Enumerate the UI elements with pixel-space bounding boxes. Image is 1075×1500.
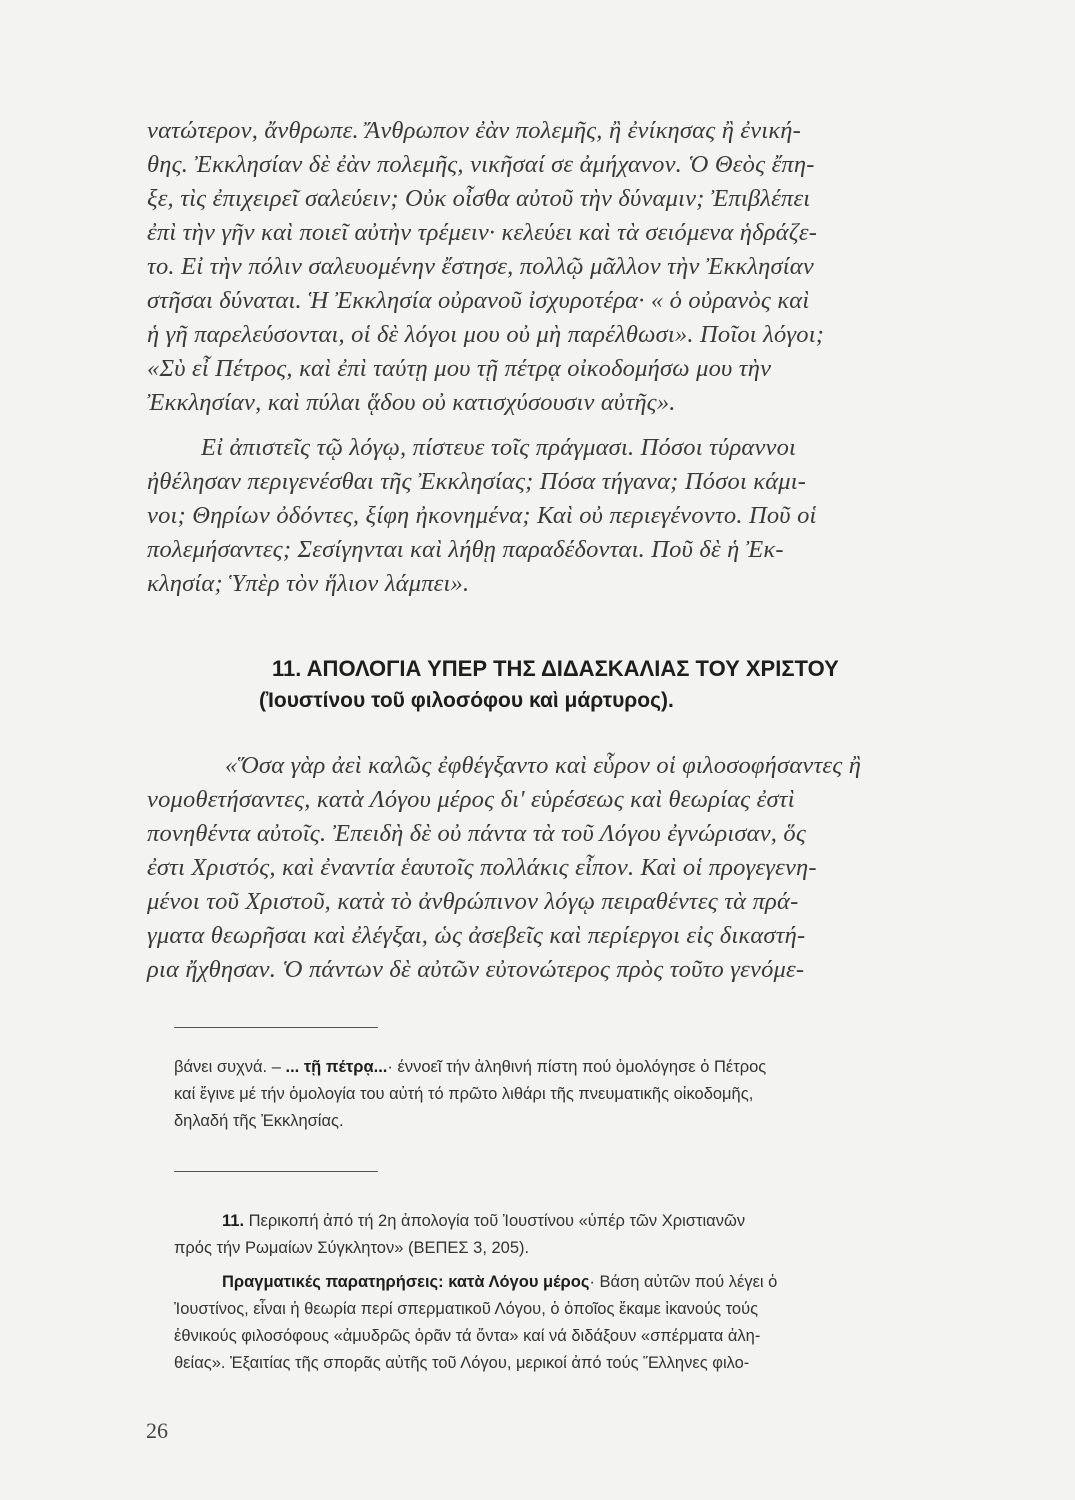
text-line: ρια ἤχθησαν. Ὁ πάντων δὲ αὐτῶν εὐτονώτερος πρὸς τοῦτο γενόμε- (147, 956, 805, 983)
text-line: πολεμήσαντες; Σεσίγηνται καὶ λήθῃ παραδέδονται. Ποῦ δὲ ἡ Ἐκ- (147, 536, 784, 563)
text-line: ἐπὶ τὴν γῆν καὶ ποιεῖ αὐτὴν τρέμειν· κελεύει καὶ τὰ σειόμενα ἡδράζε- (147, 219, 818, 246)
footnote-line (174, 1054, 766, 1080)
text-line: μένοι τοῦ Χριστοῦ, κατὰ τὸ ἀνθρώπινον λόγῳ πειραθέντες τὰ πρά- (147, 888, 799, 915)
text-line: γματα θεωρῆσαι καὶ ἐλέγξαι, ὡς ἀσεβεῖς καὶ περίεργοι εἰς δικαστή- (147, 922, 806, 949)
footnote-line (222, 1269, 777, 1295)
footnote-text: · έννοεῖ τήν ἀληθινή πίστη πού ὁμολόγησε ὁ Πέτρος (387, 1058, 767, 1076)
text-line: ἐστι Χριστός, καὶ ἐναντία ἑαυτοῖς πολλάκις εἶπον. Καὶ οἱ προγεγενη- (147, 854, 817, 881)
footnote-rule (174, 1171, 378, 1172)
page-number: 26 (146, 1418, 168, 1443)
text-line: νατώτερον, ἄνθρωπε. Ἄνθρωπον ἐὰν πολεμῆς, ἢ ἐνίκησας ἢ ἐνική- (147, 117, 801, 144)
text-line: ἠθέλησαν περιγενέσθαι τῆς Ἐκκλησίας; Πόσα τήγανα; Πόσοι κάμι- (147, 468, 807, 495)
text-line: το. Εἰ τὴν πόλιν σαλευομένην ἔστησε, πολλῷ μᾶλλον τὴν Ἐκκλησίαν (147, 253, 814, 280)
footnote-text: Περικοπή ἀπό τή 2η ἀπολογία τοῦ Ἰουστίνου «ὑπέρ τῶν Χριστιανῶν (244, 1212, 746, 1230)
footnote-label: Πραγματικές παρατηρήσεις: κατὰ Λόγου μέρος (222, 1273, 590, 1291)
footnote-line: ἐθνικούς φιλοσόφους «ἀμυδρῶς ὁρᾶν τά ὄντα» καί νά διδάξουν «σπέρματα ἀλη- (174, 1327, 761, 1345)
footnote-line: πρός τήν Ρωμαίων Σύγκλητον» (ΒΕΠΕΣ 3, 205). (174, 1239, 530, 1257)
text-line: «Σὺ εἶ Πέτρος, καὶ ἐπὶ ταύτῃ μου τῇ πέτρᾳ οἰκοδομήσω μου τὴν (147, 355, 772, 382)
text-line: ἡ γῆ παρελεύσονται, οἱ δὲ λόγοι μου οὐ μὴ παρέλθωσι». Ποῖοι λόγοι; (147, 321, 825, 348)
footnote-line: καί ἔγινε μέ τήν ὁμολογία του αὐτή τό πρῶτο λιθάρι τῆς πνευματικῆς οἰκοδομῆς, (174, 1085, 754, 1103)
text-line: νομοθετήσαντες, κατὰ Λόγου μέρος δι' εὑρέσεως καὶ θεωρίας ἐστὶ (147, 786, 795, 813)
text-line: Εἰ ἀπιστεῖς τῷ λόγῳ, πίστευε τοῖς πράγμασι. Πόσοι τύραννοι (201, 434, 797, 461)
text-line: κλησία; Ὑπὲρ τὸν ἥλιον λάμπει». (147, 570, 470, 597)
text-line: ξε, τὶς ἐπιχειρεῖ σαλεύειν; Οὐκ οἶσθα αὐτοῦ τὴν δύναμιν; Ἐπιβλέπει (147, 185, 811, 212)
footnote-line: Ἰουστίνος, εἶναι ἡ θεωρία περί σπερματικοῦ Λόγου, ὁ ὁποῖος ἔκαμε ἱκανούς τούς (174, 1300, 759, 1318)
footnote-term: ... τῇ πέτρᾳ... (285, 1058, 388, 1076)
footnote-line: θείας». Ἐξαιτίας τῆς σπορᾶς αὐτῆς τοῦ Λόγου, μερικοί ἀπό τούς Ἕλληνες φιλο- (174, 1354, 750, 1372)
text-line: Ἐκκλησίαν, καὶ πύλαι ᾅδου οὐ κατισχύσουσιν αὐτῆς». (147, 389, 676, 416)
text-line: θης. Ἐκκλησίαν δὲ ἐὰν πολεμῆς, νικῆσαί σε ἀμήχανον. Ὁ Θεὸς ἔπη- (147, 151, 815, 178)
text-line: νοι; Θηρίων ὀδόντες, ξίφη ἠκονημένα; Καὶ οὐ περιεγένοντο. Ποῦ οἱ (147, 502, 817, 529)
footnote-text: · Βάση αὐτῶν πού λέγει ὁ (589, 1273, 778, 1291)
text-line: «Ὅσα γὰρ ἀεὶ καλῶς ἐφθέγξαντο καὶ εὗρον οἱ φιλοσοφήσαντες ἢ (225, 752, 862, 779)
section-title: 11. ΑΠΟΛΟΓΙΑ ΥΠΕΡ ΤΗΣ ΔΙΔΑΣΚΑΛΙΑΣ ΤΟΥ ΧΡΙΣΤΟΥ (272, 656, 839, 681)
section-subtitle: (Ἰουστίνου τοῦ φιλοσόφου καὶ μάρτυρος). (259, 689, 674, 712)
footnote-line (222, 1208, 745, 1234)
footnote-text: βάνει συχνά. – (174, 1058, 286, 1076)
footnote-line: δηλαδή τῆς Ἐκκλησίας. (174, 1112, 344, 1130)
footnote-number: 11. (222, 1212, 245, 1230)
text-line: στῆσαι δύναται. Ἡ Ἐκκλησία οὐρανοῦ ἰσχυροτέρα· « ὁ οὐρανὸς καὶ (147, 287, 810, 314)
text-line: πονηθέντα αὐτοῖς. Ἐπειδὴ δὲ οὐ πάντα τὰ τοῦ Λόγου ἐγνώρισαν, ὅς (147, 820, 807, 847)
footnote-rule (174, 1027, 378, 1028)
